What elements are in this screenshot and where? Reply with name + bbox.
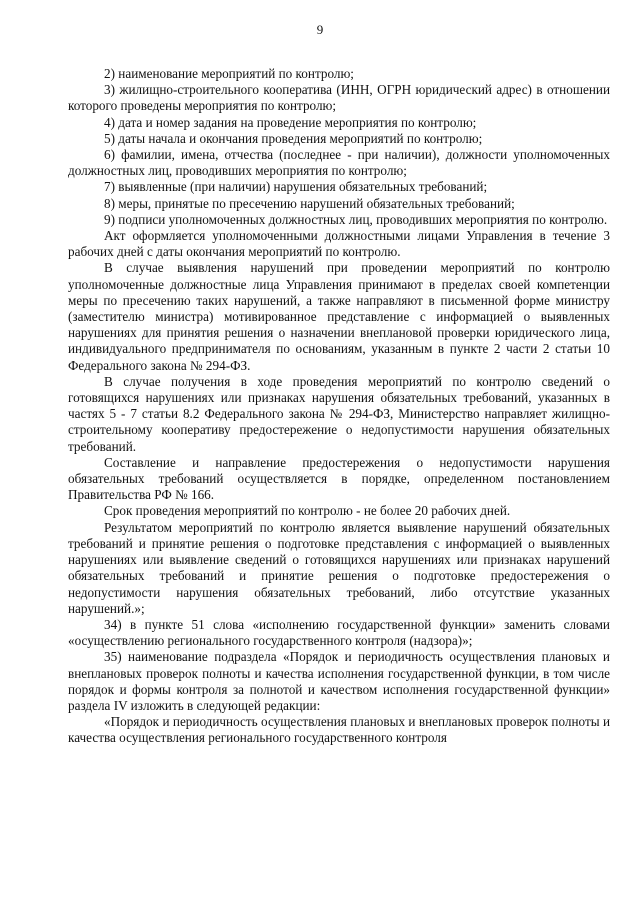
paragraph-item-6: 6) фамилии, имена, отчества (последнее - при наличии), должности уполномоченных должностных лиц, проводивших мероприятия по контролю;: [68, 147, 610, 179]
paragraph-item-7: 7) выявленные (при наличии) нарушения обязательных требований;: [104, 179, 488, 195]
paragraph-warning-issued: В случае получения в ходе проведения мероприятий по контролю сведений о готовящихся нарушениях или признаках нарушения обязательных требований, указанных в частях 5 - 7 статьи 8.2 Федерального закона № 294-ФЗ, Министерство направляет жилищно-строительному кооперативу предостережение о недопустимости нарушения обязательных требований.: [68, 373, 610, 454]
paragraph-violations-found: В случае выявления нарушений при проведении мероприятий по контролю уполномоченные должностные лица Управления принимают в пределах своей компетенции меры по пресечению таких нарушений, а также направляют в письменной форме министру (заместителю министра) мотивированное представление с информацией о выявленных нарушениях для принятия решения о назначении внеплановой проверки юридического лица, индивидуального предпринимателя по основаниям, указанным в пункте 2 части 2 статьи 10 Федерального закона № 294-ФЗ.: [68, 260, 610, 373]
paragraph-amendment-35: 35) наименование подраздела «Порядок и периодичность осуществления плановых и внеплановых проверок полноты и качества исполнения государственной функции, в том числе порядок и формы контроля за полнотой и качеством исполнения государственной функции» раздела IV изложить в следующей редакции:: [68, 649, 610, 713]
paragraph-item-2: 2) наименование мероприятий по контролю;: [104, 66, 354, 81]
paragraph-act-registration: Акт оформляется уполномоченными должностными лицами Управления в течение 3 рабочих дней с даты окончания мероприятий по контролю.: [68, 228, 610, 260]
paragraph-amendment-34: 34) в пункте 51 слова «исполнению государственной функции» заменить словами «осуществлению регионального государственного контроля (надзора)»;: [68, 616, 610, 649]
paragraph-item-3: 3) жилищно-строительного кооператива (ИНН, ОГРН юридический адрес) в отношении которого проведены мероприятия по контролю;: [68, 82, 610, 114]
paragraph-item-8: 8) меры, принятые по пресечению нарушений обязательных требований;: [104, 195, 515, 211]
paragraph-item-9: 9) подписи уполномоченных должностных лиц, проводивших мероприятия по контролю.: [104, 211, 608, 227]
paragraph-warning-procedure: Составление и направление предостережения о недопустимости нарушения обязательных требований осуществляется в порядке, определенном постановлением Правительства РФ № 166.: [68, 454, 610, 503]
paragraph-term: Срок проведения мероприятий по контролю - не более 20 рабочих дней.: [104, 503, 511, 519]
paragraph-result: Результатом мероприятий по контролю является выявление нарушений обязательных требований и принятие решения о подготовке представления с информацией о выявленных нарушениях или выявление сведений о готовящихся нарушениях или признаках нарушений обязательных требований и принятие решения о подготовке предостережения о недопустимости нарушения обязательных требований, либо отсутствие указанных нарушений.»;: [68, 519, 610, 616]
page-number: 9: [316, 22, 324, 37]
paragraph-item-4: 4) дата и номер задания на проведение мероприятия по контролю;: [104, 114, 477, 130]
document-body: [68, 66, 610, 747]
paragraph-new-subsection-title: «Порядок и периодичность осуществления плановых и внеплановых проверок полноты и качества осуществления регионального государственного контроля: [68, 714, 610, 746]
paragraph-item-5: 5) даты начала и окончания проведения мероприятий по контролю;: [104, 130, 483, 146]
